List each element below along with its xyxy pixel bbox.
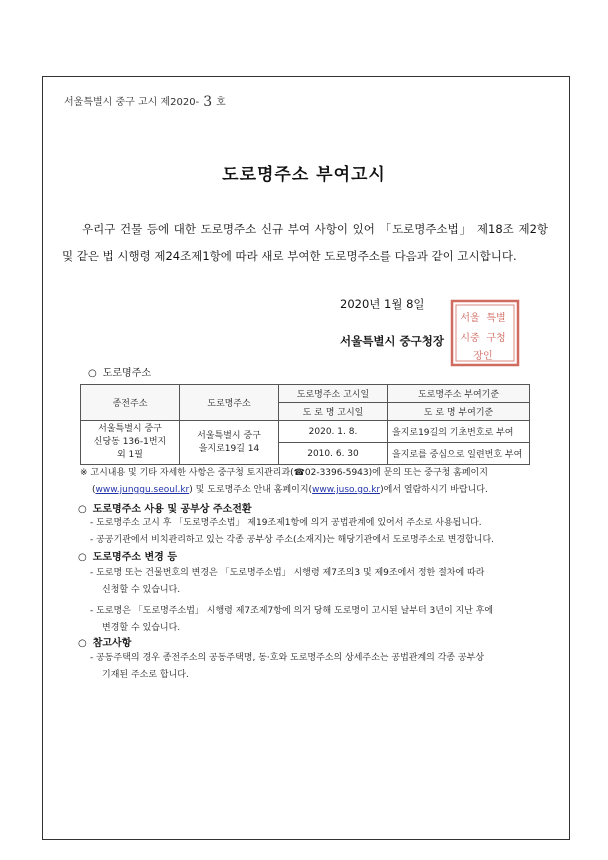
inquiry-note-line2: (www.junggu.seoul.kr) 및 도로명주소 안내 홈페이지(www.juso.go.kr)에서 열람하시기 바랍니다.: [92, 485, 488, 495]
cell-basis-1: 을지로19길의 기초번호로 부여: [388, 421, 530, 443]
list-item: - 도로명 또는 건물번호의 변경은 「도로명주소법」 시행령 제7조의3 및 제9조에서 정한 절차에 따라 신청할 수 있습니다.: [90, 568, 485, 595]
col-header-prev-address: 종전주소: [81, 385, 180, 421]
list-item: - 공동주택의 경우 종전주소의 공동주택명, 동·호와 도로명주소의 상세주소는 공법관계의 각종 공부상 기재된 주소로 합니다.: [90, 653, 485, 680]
juso-homepage-link[interactable]: www.juso.go.kr: [312, 485, 381, 495]
inquiry-note-line1: ※ 고시내용 및 기타 자세한 사항은 중구청 토지관리과(☎02-3396-5943)에 문의 또는 중구청 홈페이지: [80, 468, 488, 478]
col-header-basis-group: 도로명주소 부여기준: [388, 385, 530, 403]
col-header-road-name-basis: 도 로 명 부여기준: [388, 403, 530, 421]
junggu-homepage-link[interactable]: www.junggu.seoul.kr: [95, 485, 190, 495]
address-table: [80, 384, 530, 465]
section-usage-items: [90, 515, 540, 549]
notice-date: 2020년 1월 8일: [340, 297, 425, 311]
svg-text:서울: 서울: [460, 313, 480, 324]
col-header-road-name-notice: 도 로 명 고시일: [279, 403, 388, 421]
document-title: 도로명주소 부여고시: [222, 165, 386, 185]
cell-notice-date-1: 2020. 1. 8.: [279, 421, 388, 443]
list-item: - 도로명주소 고시 후 「도로명주소법」 제19조제1항에 의거 공법관계에 있어서 주소로 사용됩니다.: [90, 518, 482, 528]
cell-prev-address: 서울특별시 중구 신당동 136-1번지 외 1필: [81, 421, 180, 465]
official-seal: [448, 297, 522, 369]
notice-body: 우리구 건물 등에 대한 도로명주소 신규 부여 사항이 있어 「도로명주소법」 제18조 제2항 및 같은 법 시행령 제24조제1항에 따라 새로 부여한 도로명주소를 다음과 같이 고시합니다.: [62, 222, 548, 263]
section-usage-heading: ○ 도로명주소 사용 및 공부상 주소전환: [78, 504, 252, 515]
cell-notice-date-2: 2010. 6. 30: [279, 443, 388, 465]
circle-bullet-icon: ○: [78, 638, 87, 649]
cell-road-address: 서울특별시 중구 을지로19길 14: [180, 421, 279, 465]
col-header-notice-group: 도로명주소 고시일: [279, 385, 388, 403]
notice-number: [64, 93, 226, 109]
section-change-items: [90, 565, 540, 637]
svg-text:장인: 장인: [473, 351, 493, 362]
section-reference-heading: ○ 참고사항: [78, 638, 132, 649]
col-header-road-address: 도로명주소: [180, 385, 279, 421]
list-item: - 공공기관에서 비치관리하고 있는 각종 공부상 주소(소재지)는 해당기관에서 도로명주소로 변경합니다.: [90, 535, 495, 545]
circle-bullet-icon: ○: [78, 504, 87, 515]
notice-number-prefix: 서울특별시 중구 고시 제2020-: [64, 97, 200, 108]
section-road-address-heading: ○ 도로명주소: [88, 368, 152, 379]
svg-text:특별: 특별: [486, 313, 506, 324]
notice-number-suffix: 호: [216, 97, 226, 108]
notice-number-handwritten: 3: [203, 94, 213, 110]
circle-bullet-icon: ○: [78, 552, 87, 563]
svg-text:구청: 구청: [486, 333, 506, 344]
section-change-heading: ○ 도로명주소 변경 등: [78, 552, 177, 563]
svg-text:시중: 시중: [460, 333, 480, 344]
cell-basis-2: 을지로를 중심으로 일련번호 부여: [388, 443, 530, 465]
inquiry-note: [80, 465, 540, 499]
list-item: - 도로명은 「도로명주소법」 시행령 제7조제7항에 의거 당해 도로명이 고시된 날부터 3년이 지난 후에 변경할 수 있습니다.: [90, 606, 494, 633]
circle-bullet-icon: ○: [88, 368, 97, 379]
issuer-name: 서울특별시 중구청장: [340, 334, 444, 348]
section-reference-items: [90, 650, 540, 684]
